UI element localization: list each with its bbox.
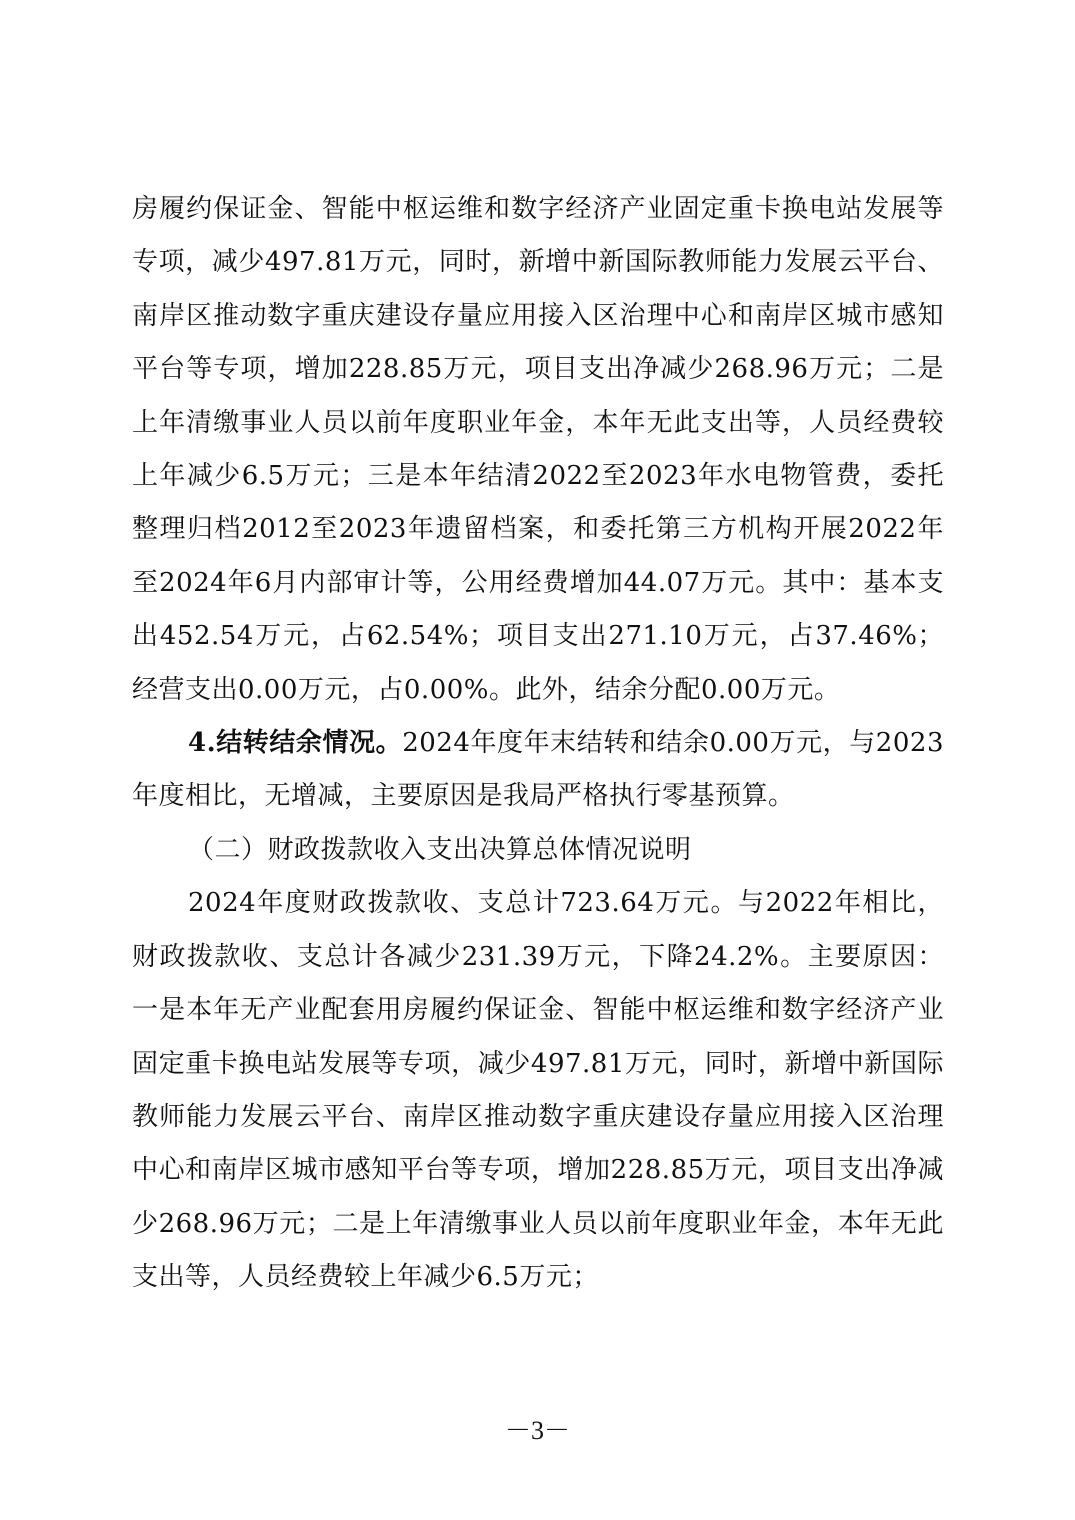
page-number: －3－ [504, 1416, 570, 1445]
carryover-text: 2024年度年末结转和结余0.00万元，与2023年度相比，无增减，主要原因是我局严格执行零基预算。 [132, 728, 944, 812]
carryover-heading: 4.结转结余情况。 [188, 728, 403, 759]
paragraph-carryover-balance [132, 717, 944, 824]
paragraph-fiscal-summary: 2024年度财政拨款收、支总计723.64万元。与2022年相比，财政拨款收、支总计各减少231.39万元，下降24.2%。主要原因：一是本年无产业配套用房履约保证金、智能中枢运维和数字经济产业固定重卡换电站发展等专项，减少497.81万元，同时，新增中新国际教师能力发展云平台、南岸区推动数字重庆建设存量应用接入区治理中心和南岸区城市感知平台等专项，增加228.85万元，项目支出净减少268.96万元；二是上年清缴事业人员以前年度职业年金，本年无此支出等，人员经费较上年减少6.5万元； [132, 888, 944, 1293]
section-heading: （二）财政拨款收入支出决算总体情况说明 [188, 834, 692, 865]
paragraph-continued: 房履约保证金、智能中枢运维和数字经济产业固定重卡换电站发展等专项，减少497.81万元，同时，新增中新国际教师能力发展云平台、南岸区推动数字重庆建设存量应用接入区治理中心和南岸区城市感知平台等专项，增加228.85万元，项目支出净减少268.96万元；二是上年清缴事业人员以前年度职业年金，本年无此支出等，人员经费较上年减少6.5万元；三是本年结清2022至2023年水电物管费，委托整理归档2012至2023年遗留档案，和委托第三方机构开展2022年至2024年6月内部审计等，公用经费增加44.07万元。其中：基本支出452.54万元，占62.54%；项目支出271.10万元，占37.46%；经营支出0.00万元，占0.00%。此外，结余分配0.00万元。 [132, 194, 944, 705]
document-body [132, 183, 944, 1305]
